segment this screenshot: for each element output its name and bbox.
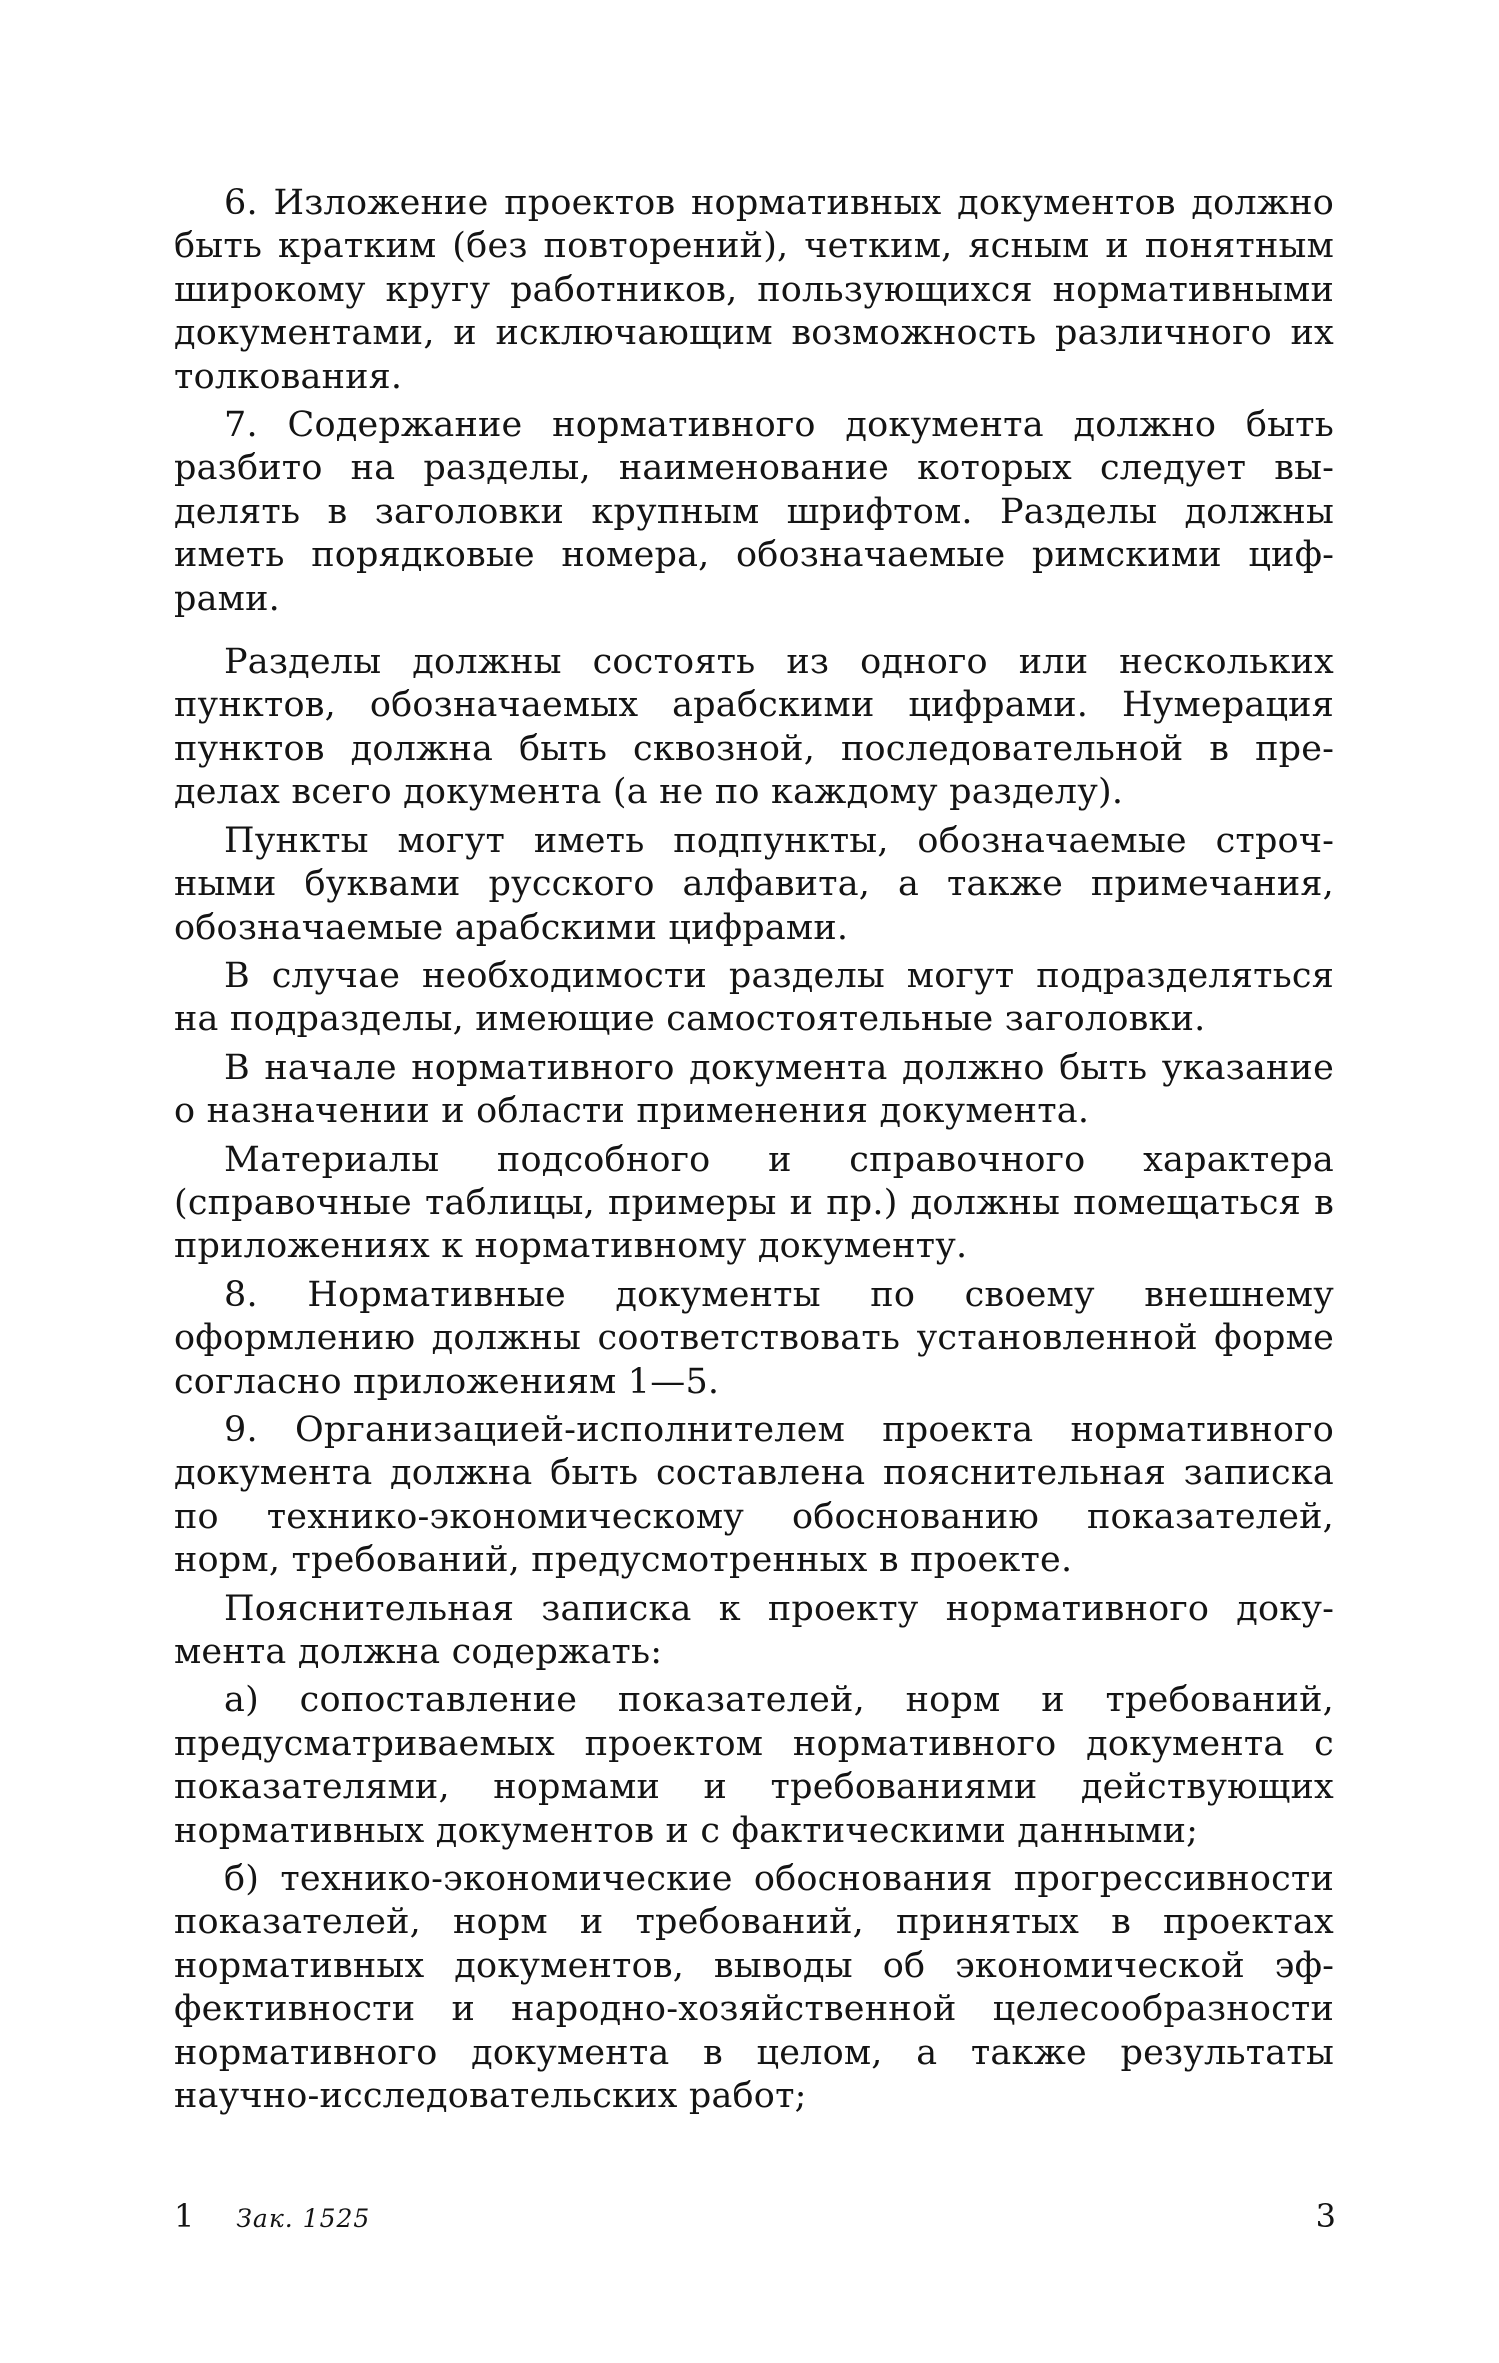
paragraph-item-9: 9. Организацией-исполнителем проекта нормативного документа должна быть составлена пояснительная записка по технико-экономическому обоснованию показателей, норм, требований, предусмотренных в проекте. [174,1409,1334,1581]
signature-number: 1 [174,2197,195,2235]
paragraph-item-7: 7. Содержание нормативного документа должно быть разбито на разделы, наименование которых следует выделять в заголовки крупным шрифтом. Разделы должны иметь порядковые номера, обозначаемые римскими цифрами. [174,405,1334,619]
printer-signature [174,2196,370,2239]
order-number: Зак. 1525 [236,2204,371,2233]
paragraph-item-6: 6. Изложение проектов нормативных документов должно быть кратким (без повторений), четким, ясным и понятным широкому кругу работников, пользующихся нормативными документами, и исключающим возможность различного их толкования. [174,183,1334,397]
paragraph-item-8: 8. Нормативные документы по своему внешнему оформлению должны соответствовать установленной форме согласно приложениям 1—5. [174,1274,1334,1402]
paragraph-explanatory-note: Пояснительная записка к проекту нормативного документа должна содержать: [174,1588,1334,1672]
paragraph-appendices: Материалы подсобного и справочного характера (справочные таблицы, примеры и пр.) должны помещаться в приложениях к нормативному документу. [174,1139,1334,1267]
page-footer [174,2196,1336,2246]
paragraph-subitem-b: б) технико-экономические обоснования прогрессивности показателей, норм и требований, принятых в проектах нормативных документов, выводы об экономической эффективности и народно-хозяйственной целесообразности нормативного документа в целом, а также результаты научно-исследовательских работ; [174,1859,1334,2117]
paragraph-sections-points: Разделы должны состоять из одного или нескольких пунктов, обозначаемых арабскими цифрами. Нумерация пунктов должна быть сквозной, последовательной в пределах всего документа (а не по каждому разделу). [174,642,1334,813]
paragraph-subsections: В случае необходимости разделы могут подразделяться на подразделы, имеющие самостоятельные заголовки. [174,955,1334,1040]
page-number: 3 [1315,2197,1336,2235]
document-body [174,182,1334,2118]
paragraph-subpoints: Пункты могут иметь подпункты, обозначаемые строчными буквами русского алфавита, а также примечания, обозначаемые арабскими цифрами. [174,820,1334,948]
paragraph-scope: В начале нормативного документа должно быть указание о назначении и области применения документа. [174,1047,1334,1132]
paragraph-subitem-a: а) сопоставление показателей, норм и требований, предусматриваемых проектом нормативного документа с показателями, нормами и требованиями действующих нормативных документов и с фактическими данными; [174,1680,1334,1851]
